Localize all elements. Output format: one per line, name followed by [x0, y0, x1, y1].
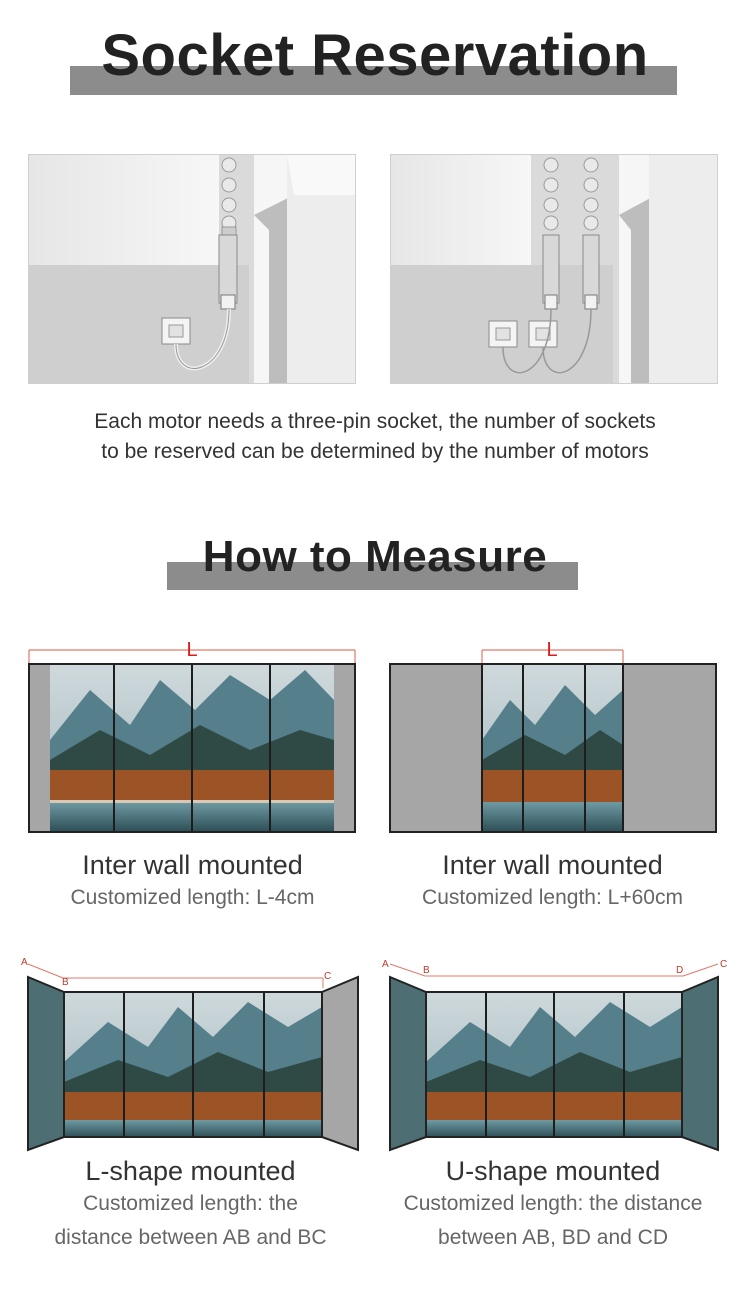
socket-caption: [0, 407, 750, 467]
diagram-title: U-shape mounted: [445, 1156, 661, 1186]
diagram-title: L-shape mounted: [85, 1156, 296, 1186]
diagram-subtitle: Customized length: L-4cm: [70, 886, 315, 909]
diagram-subtitle-line-2: distance between AB and BC: [54, 1226, 327, 1249]
mountain-window: [390, 977, 718, 1150]
socket-caption-line-2: to be reserved can be determined by the number of motors: [101, 440, 649, 463]
inter-wall-diagram-2: [385, 630, 725, 840]
inter-wall-label-1: [20, 850, 365, 915]
point-b: B: [62, 977, 69, 988]
diagram-title: Inter wall mounted: [442, 850, 663, 880]
point-b: B: [423, 965, 430, 976]
diagram-subtitle-line-1: Customized length: the distance: [403, 1192, 703, 1215]
point-a: A: [382, 959, 389, 970]
side-wall: [322, 977, 358, 1150]
mountain-window: [28, 977, 322, 1150]
single-motor-socket-photo: [28, 154, 356, 384]
u-shape-diagram: [380, 952, 730, 1157]
point-a: A: [21, 957, 28, 968]
point-d: D: [676, 965, 684, 976]
l-shape-diagram: [18, 952, 368, 1157]
diagram-subtitle-line-1: Customized length: the: [83, 1192, 298, 1215]
dimension-label-l: L: [186, 639, 198, 661]
diagram-subtitle-line-2: between AB, BD and CD: [438, 1226, 668, 1249]
diagram-title: Inter wall mounted: [82, 850, 303, 880]
l-shape-label: [18, 1156, 363, 1255]
mountain-window: [482, 665, 623, 831]
measure-heading: How to Measure: [202, 532, 548, 581]
double-motor-socket-photo: [390, 154, 718, 384]
point-c: C: [324, 971, 332, 982]
u-shape-label: [378, 1156, 728, 1255]
dimension-line: [390, 964, 718, 976]
socket-heading-wrap: [0, 22, 750, 89]
dimension-line: [28, 964, 323, 988]
measure-heading-wrap: [0, 532, 750, 582]
diagram-subtitle: Customized length: L+60cm: [422, 886, 683, 909]
inter-wall-label-2: [385, 850, 720, 915]
point-c: C: [720, 959, 728, 970]
inter-wall-diagram-1: [20, 630, 365, 840]
dimension-label-l: L: [546, 639, 558, 661]
mountain-window: [50, 665, 334, 831]
socket-caption-line-1: Each motor needs a three-pin socket, the number of sockets: [94, 410, 656, 433]
socket-heading: Socket Reservation: [101, 23, 649, 88]
